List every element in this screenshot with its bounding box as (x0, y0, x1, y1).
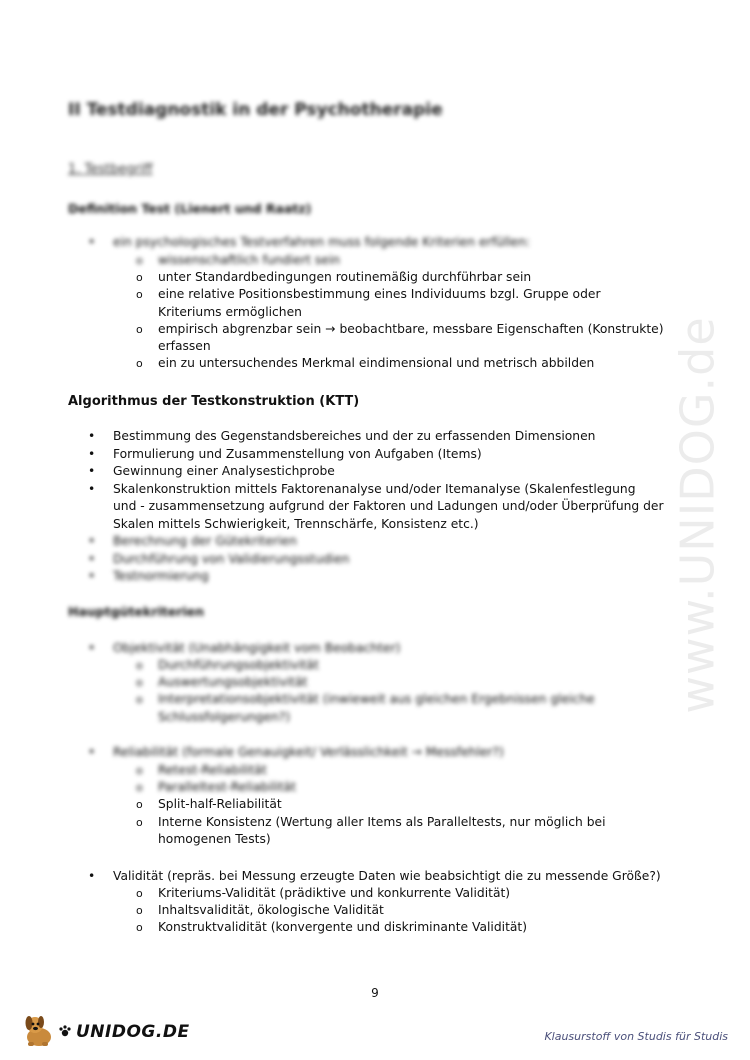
dog-icon (20, 1011, 58, 1053)
list-item: • Validität (repräs. bei Messung erzeugte Daten wie beabsichtigt die zu messende Größe?) (88, 868, 728, 886)
section-title: 1. Testbegriff (68, 162, 153, 177)
list-item: o Interne Konsistenz (Wertung aller Items als Paralleltests, nur möglich bei (136, 814, 606, 831)
definition-list (88, 234, 530, 252)
list-item: • Objektivität (Unabhängigkeit vom Beobachter) (88, 640, 400, 658)
list-item: • Reliabilität (formale Genauigkeit/ Verlässlichkeit → Messfehler?) (88, 744, 504, 762)
list-item: • Testnormierung (88, 568, 708, 586)
list-item: o Durchführungsobjektivität (136, 657, 595, 674)
objectivity-list (88, 640, 400, 658)
validity-sublist (136, 885, 527, 937)
list-item: o eine relative Positionsbestimmung eines Individuums bzgl. Gruppe oder (136, 286, 664, 303)
list-item: o wissenschaftlich fundiert sein (136, 252, 664, 269)
objectivity-sublist (136, 657, 595, 726)
list-item: o ein zu untersuchendes Merkmal eindimensional und metrisch abbilden (136, 355, 664, 372)
list-item: o unter Standardbedingungen routinemäßig durchführbar sein (136, 269, 664, 286)
list-item: • Berechnung der Gütekriterien (88, 533, 708, 551)
list-item: • Formulierung und Zusammenstellung von Aufgaben (Items) (88, 446, 708, 464)
list-item: • Gewinnung einer Analysestichprobe (88, 463, 708, 481)
list-item: • Bestimmung des Gegenstandsbereiches und der zu erfassenden Dimensionen (88, 428, 708, 446)
list-item: o Retest-Reliabilität (136, 762, 606, 779)
paw-icon (58, 1023, 72, 1042)
list-item-continuation: homogenen Tests) (158, 831, 271, 846)
algorithm-heading: Algorithmus der Testkonstruktion (KTT) (68, 394, 360, 409)
list-item-continuation: erfassen (158, 339, 211, 354)
logo-text: UNIDOG.DE (76, 1022, 190, 1042)
list-item: o Kriteriums-Validität (prädiktive und konkurrente Validität) (136, 885, 527, 902)
list-item-continuation: Schlussfolgerungen?) (158, 709, 291, 724)
reliability-sublist (136, 762, 606, 848)
definition-sublist (136, 252, 664, 372)
list-item: o Konstruktvalidität (konvergente und diskriminante Validität) (136, 919, 527, 936)
definition-heading: Definition Test (Lienert und Raatz) (68, 201, 312, 216)
list-item: o Auswertungsobjektivität (136, 674, 595, 691)
list-item-continuation: Kriteriums ermöglichen (158, 304, 302, 319)
list-item: • Durchführung von Validierungsstudien (88, 551, 708, 569)
list-item: o empirisch abgrenzbar sein → beobachtbare, messbare Eigenschaften (Konstrukte) (136, 321, 664, 338)
list-item: • Skalenkonstruktion mittels Faktorenanalyse und/oder Itemanalyse (Skalenfestlegung (88, 481, 708, 499)
watermark: www.UNIDOG.de (671, 316, 725, 714)
criteria-heading: Hauptgütekriterien (68, 604, 205, 619)
validity-list (88, 868, 728, 886)
page-number: 9 (371, 986, 379, 1000)
algorithm-list (88, 428, 708, 586)
footer-logo (20, 1012, 190, 1052)
page-heading: II Testdiagnostik in der Psychotherapie (68, 100, 443, 120)
list-item: • ein psychologisches Testverfahren muss folgende Kriterien erfüllen: (88, 234, 530, 252)
list-item-continuation: und - zusammensetzung aufgrund der Faktoren und Ladungen und/oder Überprüfung der (113, 499, 664, 513)
list-item-continuation: Skalen mittels Schwierigkeit, Trennschärfe, Konsistenz etc.) (113, 516, 479, 531)
reliability-list (88, 744, 504, 762)
footer-tagline: Klausurstoff von Studis für Studis (544, 1030, 728, 1043)
list-item: o Split-half-Reliabilität (136, 796, 606, 813)
list-item: o Paralleltest-Reliabilität (136, 779, 606, 796)
list-item: o Inhaltsvalidität, ökologische Validität (136, 902, 527, 919)
list-item: o Interpretationsobjektivität (inwieweit aus gleichen Ergebnissen gleiche (136, 691, 595, 708)
